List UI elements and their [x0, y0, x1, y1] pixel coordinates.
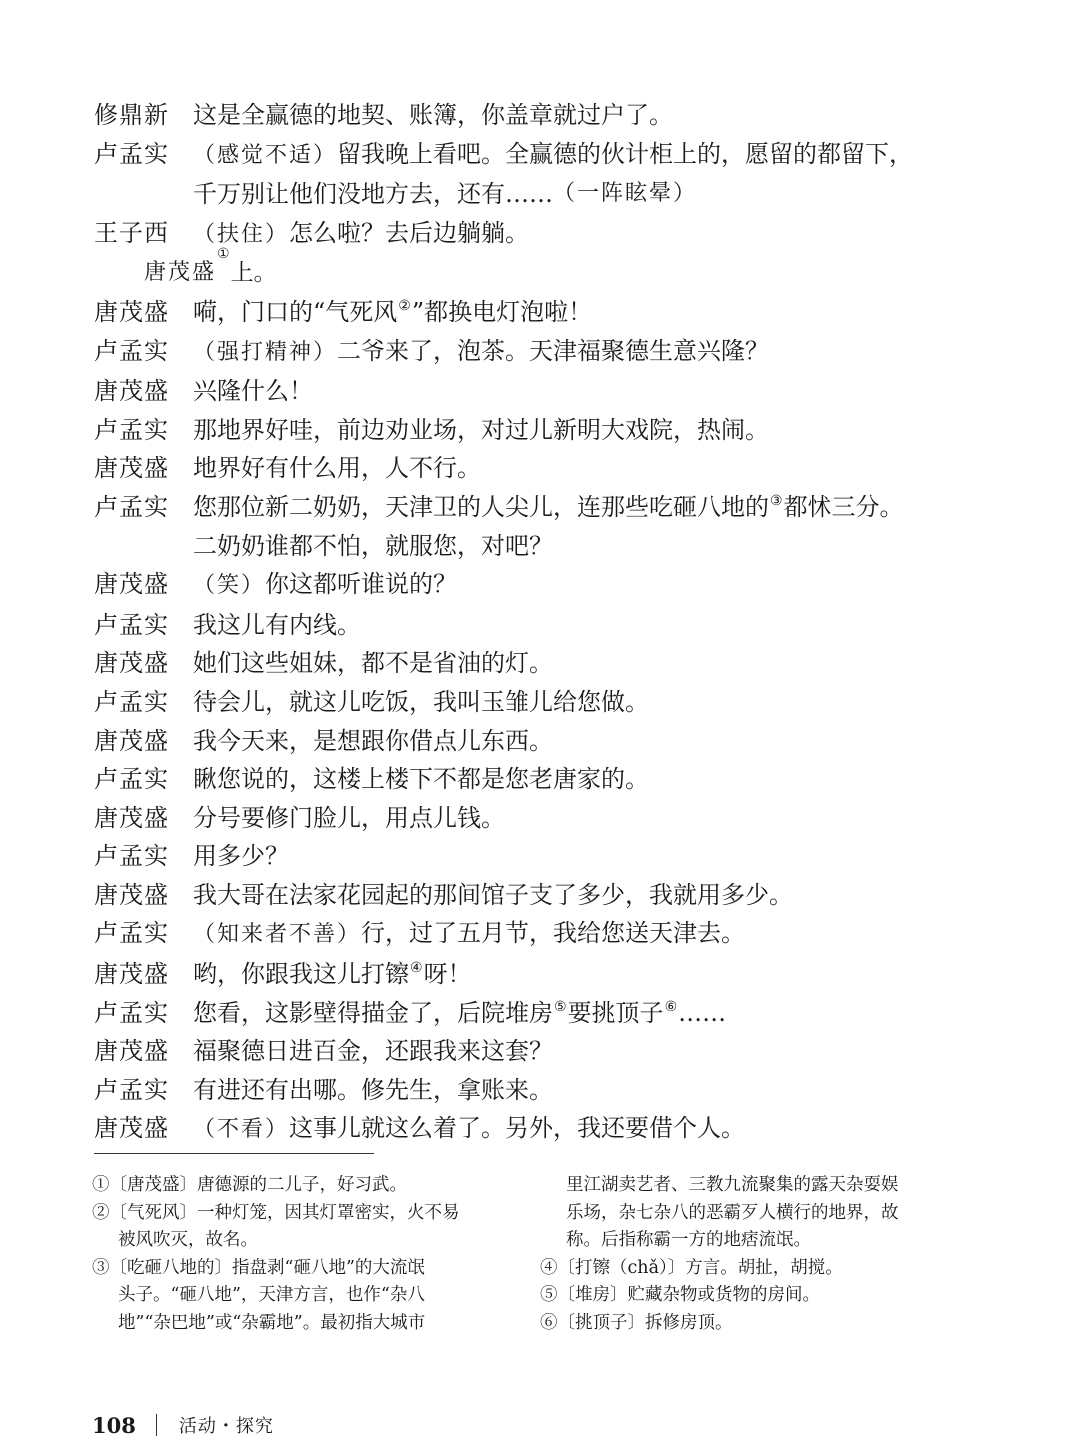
- footnote-marker: ②: [398, 297, 411, 314]
- speech-text: 这是全赢德的地契、账簿，你盖章就过户了。: [193, 101, 673, 129]
- footnote-continuation: 里江湖卖艺者、三教九流聚集的露天杂耍娱: [566, 1175, 899, 1195]
- stage-direction: （知来者不善）: [193, 922, 362, 948]
- speaker-name: 王子西: [94, 218, 169, 247]
- speech-text: 福聚德日进百金，还跟我来这套？: [193, 1037, 553, 1066]
- footnote-marker: ④: [410, 960, 423, 977]
- speaker-name: 卢孟实: [94, 687, 169, 716]
- speech-text: （感觉不适）留我晚上看吧。全赢德的伙计柜上的，愿留的都留下，: [193, 139, 914, 168]
- dialogue-line: [94, 372, 994, 411]
- stage-direction: （强打精神）: [193, 339, 338, 365]
- dialogue-line: [94, 644, 994, 683]
- page-footer: [92, 1412, 274, 1438]
- speech-text: （知来者不善）行，过了五月节，我给您送天津去。: [193, 919, 746, 948]
- speech-text: 您那位新二奶奶，天津卫的人尖儿，连那些吃砸八地的③都怵三分。: [193, 492, 904, 521]
- footnote-divider: [94, 1153, 374, 1154]
- speaker-name: 唐茂盛: [94, 454, 169, 483]
- footnotes-right-column: [540, 1172, 970, 1337]
- speech-text: 那地界好哇，前边劝业场，对过儿新明大戏院，热闹。: [193, 415, 769, 444]
- speech-text: 哟，你跟我这儿打镲④呀！: [193, 960, 472, 989]
- footnote-continuation: 地”“杂巴地”或“杂霸地”。最初指大城市: [118, 1312, 426, 1333]
- speech-text: 地界好有什么用，人不行。: [193, 454, 481, 483]
- speaker-name: 卢孟实: [94, 919, 169, 948]
- speaker-name: 唐茂盛: [94, 570, 169, 599]
- dialogue-line: [94, 837, 994, 876]
- page-number: 108: [92, 1412, 136, 1438]
- footnote-continuation: 头子。“砸八地”，天津方言，也作“杂八: [118, 1285, 425, 1305]
- footnote: ③〔吃砸八地的〕指盘剥“砸八地”的大流氓: [92, 1257, 425, 1278]
- speaker-name: 唐茂盛: [94, 649, 169, 678]
- speaker-name: 唐茂盛: [94, 377, 169, 406]
- footnote-marker: ①: [217, 246, 230, 263]
- dialogue-line: [94, 994, 994, 1033]
- dialogue-line: [94, 293, 994, 332]
- stage-direction: （感觉不适）: [193, 142, 338, 168]
- dialogue-line: [94, 722, 994, 761]
- speech-text: 待会儿，就这儿吃饭，我叫玉雏儿给您做。: [193, 687, 649, 716]
- speech-text: 我这儿有内线。: [193, 610, 361, 639]
- dialogue-continuation: 二奶奶谁都不怕，就服您，对吧？: [193, 531, 553, 560]
- footnote: ⑥〔挑顶子〕拆修房顶。: [540, 1312, 733, 1333]
- dialogue-line: [94, 449, 994, 488]
- section-label: 活动・探究: [178, 1416, 274, 1437]
- speech-text: 嗬，门口的“气死风②”都换电灯泡啦！: [193, 297, 593, 326]
- speech-text: （笑）你这都听谁说的？: [193, 570, 458, 599]
- speech-text: 我今天来，是想跟你借点儿东西。: [193, 726, 553, 755]
- dialogue-line: [94, 876, 994, 915]
- speech-text: （强打精神）二爷来了，泡茶。天津福聚德生意兴隆？: [193, 336, 770, 365]
- dialogue-line: [94, 955, 994, 994]
- dialogue-line: [94, 606, 994, 645]
- footnote-marker: ⑤: [554, 998, 567, 1015]
- footnote-marker: ③: [770, 492, 783, 509]
- speaker-name: 卢孟实: [94, 492, 169, 521]
- speaker-name: 卢孟实: [94, 998, 169, 1027]
- speaker-name: 卢孟实: [94, 415, 169, 444]
- dialogue-line: [94, 683, 994, 722]
- speaker-name: 卢孟实: [94, 1075, 169, 1104]
- speaker-name: 唐茂盛: [94, 1037, 169, 1066]
- dialogue-line: [94, 914, 994, 955]
- speech-text: 有进还有出哪。修先生，拿账来。: [193, 1075, 553, 1104]
- speaker-name: 唐茂盛: [94, 880, 169, 909]
- footnote-marker: ⑥: [664, 998, 678, 1015]
- stage-direction: （笑）: [193, 573, 266, 599]
- speaker-name: 唐茂盛: [94, 960, 169, 989]
- speech-text: 我大哥在法家花园起的那间馆子支了多少，我就用多少。: [193, 880, 793, 909]
- speech-text: （扶住）怎么啦？去后边躺躺。: [193, 218, 530, 247]
- dialogue-continuation: 千万别让他们没地方去，还有…… （一阵眩晕）: [94, 175, 994, 214]
- speech-text: 兴隆什么！: [193, 377, 313, 406]
- footnote: ②〔气死风〕一种灯笼，因其灯罩密实，火不易: [92, 1202, 460, 1223]
- speaker-name: 卢孟实: [94, 610, 169, 639]
- dialogue-line: [94, 799, 994, 838]
- dialogue-line: [94, 1032, 994, 1071]
- speaker-name: 卢孟实: [94, 842, 169, 871]
- dialogue-line: [94, 332, 994, 373]
- speaker-name: 卢孟实: [94, 336, 169, 365]
- speech-text: 瞅您说的，这楼上楼下不都是您老唐家的。: [193, 765, 649, 794]
- dialogue-line: [94, 135, 994, 176]
- speaker-name: 卢孟实: [94, 765, 169, 794]
- dialogue: [94, 96, 994, 1150]
- speaker-name: 修鼎新: [94, 101, 169, 129]
- speaker-name: 唐茂盛: [94, 297, 169, 326]
- stage-entrance: 唐茂盛 ① 上。: [94, 254, 994, 293]
- dialogue-line: [94, 411, 994, 450]
- speech-text: 用多少？: [193, 842, 289, 871]
- speaker-name: 卢孟实: [94, 139, 169, 168]
- dialogue-line: [94, 1071, 994, 1110]
- footnote: ④〔打镲（chǎ）〕方言。胡扯，胡搅。: [540, 1257, 843, 1278]
- footnotes-left-column: [92, 1172, 512, 1337]
- dialogue-line: [94, 488, 994, 527]
- speech-text: 您看，这影壁得描金了，后院堆房⑤要挑顶子⑥……: [193, 998, 727, 1027]
- dialogue-line: [94, 96, 994, 135]
- footnote: ⑤〔堆房〕贮藏杂物或货物的房间。: [540, 1285, 820, 1305]
- speaker-name: 唐茂盛: [94, 726, 169, 755]
- footnote-continuation: 被风吹灭，故名。: [118, 1230, 258, 1250]
- footnote: ①〔唐茂盛〕唐德源的二儿子，好习武。: [92, 1175, 407, 1195]
- stage-direction: （不看）: [193, 1117, 290, 1143]
- speech-text: 她们这些姐妹，都不是省油的灯。: [193, 649, 553, 678]
- stage-direction: （扶住）: [193, 221, 290, 247]
- speech-text: （不看）这事儿就这么着了。另外，我还要借个人。: [193, 1114, 746, 1143]
- footnote-continuation: 称。后指称霸一方的地痞流氓。: [566, 1230, 811, 1250]
- stage-direction: （一阵眩晕）: [553, 181, 698, 207]
- dialogue-line: [94, 760, 994, 799]
- footnote-continuation: 乐场，杂七杂八的恶霸歹人横行的地界，故: [566, 1202, 899, 1223]
- speaker-name: 唐茂盛: [94, 803, 169, 832]
- dialogue-line: [94, 565, 994, 606]
- speech-text: 分号要修门脸儿，用点儿钱。: [193, 803, 505, 832]
- speaker-name: 唐茂盛: [94, 1114, 169, 1143]
- footer-divider: [156, 1414, 157, 1436]
- dialogue-line: [94, 1109, 994, 1150]
